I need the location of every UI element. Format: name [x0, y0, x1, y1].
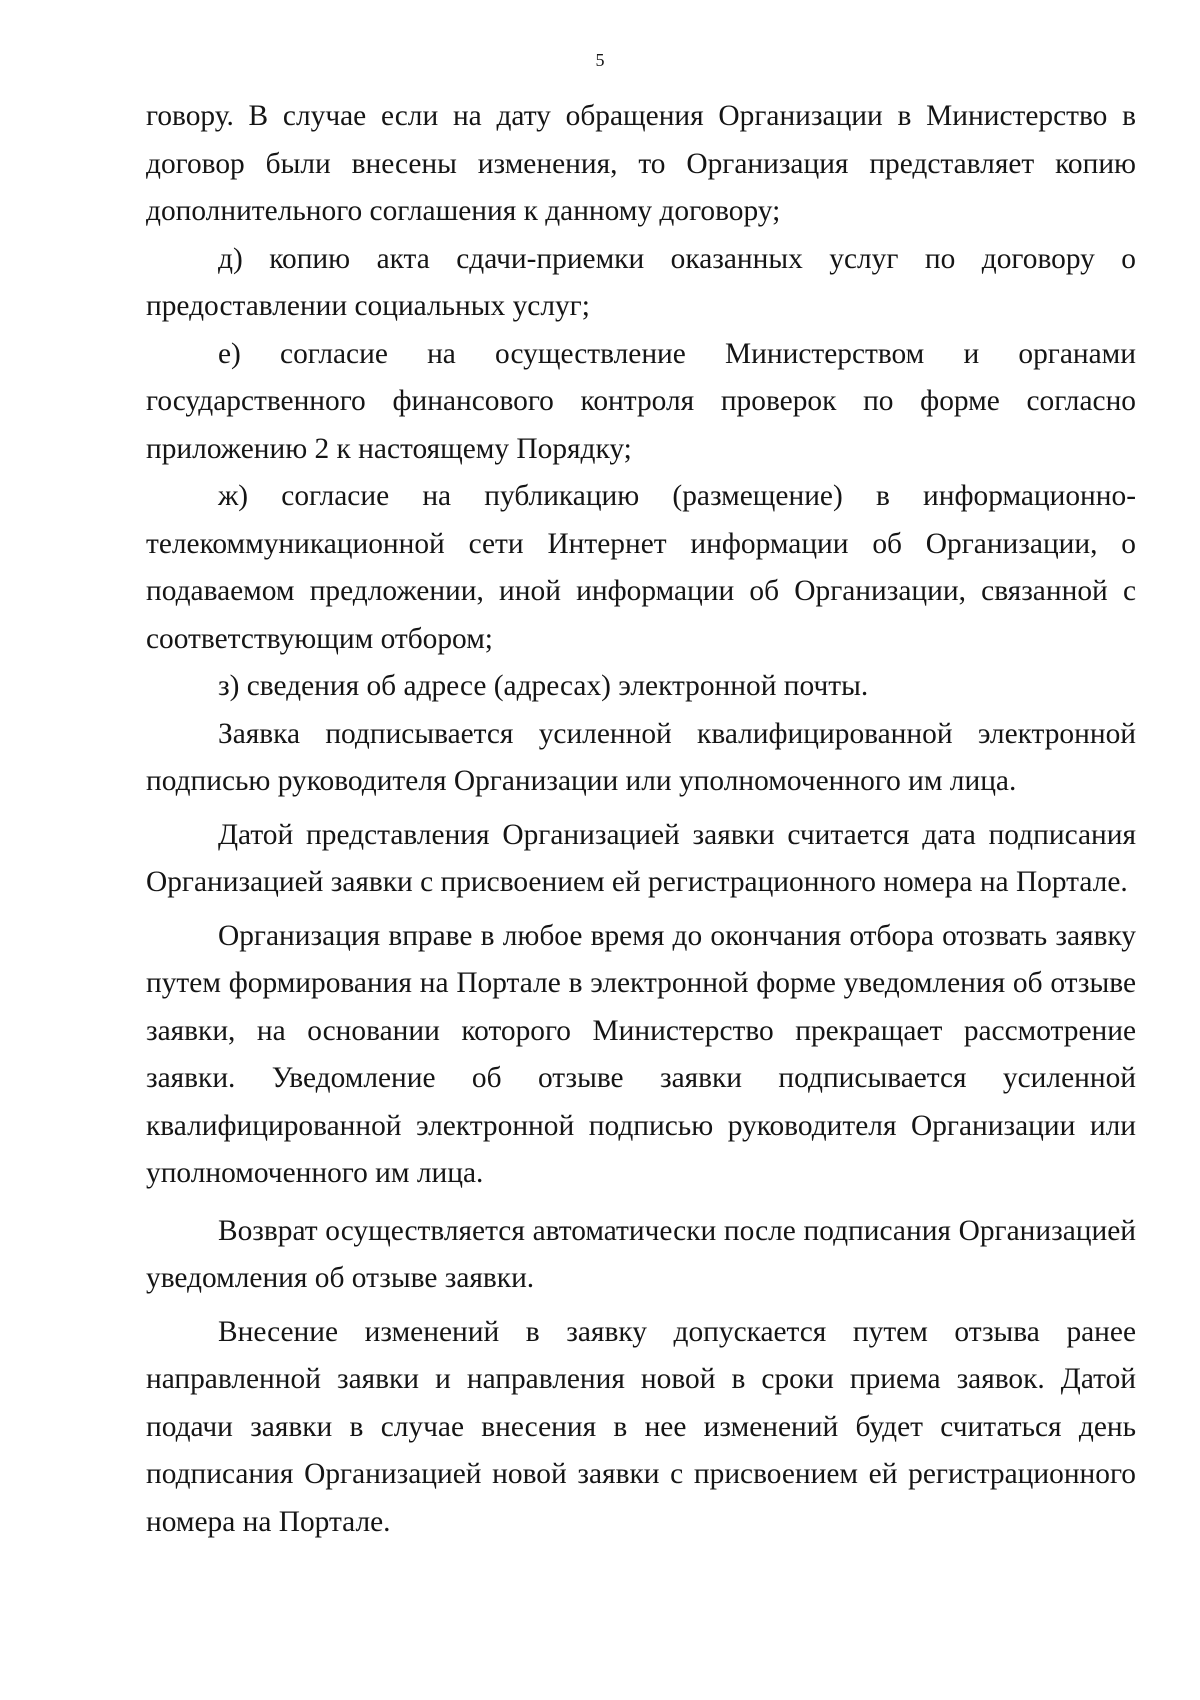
paragraph-application-signature: Заявка подписывается усиленной квалифицированной электронной подписью руководителя Организации или уполномоченного им лица.	[146, 717, 1136, 797]
paragraph-amendments: Внесение изменений в заявку допускается путем отзыва ранее направленной заявки и направления новой в сроки приема заявок. Датой подачи заявки в случае внесения в нее изменений будет считаться день подписания Организацией новой заявки с присвоением ей регистрационного номера на Портале.	[146, 1315, 1136, 1538]
document-body	[146, 93, 1136, 1546]
paragraph-item-e: е) согласие на осуществление Министерством и органами государственного финансового контроля проверок по форме согласно приложению 2 к настоящему Порядку;	[146, 337, 1136, 465]
paragraph-item-d: д) копию акта сдачи-приемки оказанных услуг по договору о предоставлении социальных услуг;	[146, 242, 1136, 322]
paragraph-contract-continuation: говору. В случае если на дату обращения Организации в Министерство в договор были внесены изменения, то Организация представляет копию дополнительного соглашения к данному договору;	[146, 100, 1136, 227]
paragraph-return: Возврат осуществляется автоматически после подписания Организацией уведомления об отзыве заявки.	[146, 1214, 1136, 1294]
paragraph-item-z: з) сведения об адресе (адресах) электронной почты.	[218, 670, 869, 702]
paragraph-withdrawal: Организация вправе в любое время до окончания отбора отозвать заявку путем формирования на Портале в электронной форме уведомления об отзыве заявки, на основании которого Министерство прекращает рассмотрение заявки. Уведомление об отзыве заявки подписывается усиленной квалифицированной электронной подписью руководителя Организации или уполномоченного им лица.	[146, 919, 1136, 1189]
paragraph-submission-date: Датой представления Организацией заявки считается дата подписания Организацией заявки с присвоением ей регистрационного номера на Портале.	[146, 818, 1136, 898]
paragraph-item-zh: ж) согласие на публикацию (размещение) в информационно-телекоммуникационной сети Интернет информации об Организации, о подаваемом предложении, иной информации об Организации, связанной с соответствующим отбором;	[146, 480, 1136, 655]
page-number: 5	[595, 50, 605, 70]
